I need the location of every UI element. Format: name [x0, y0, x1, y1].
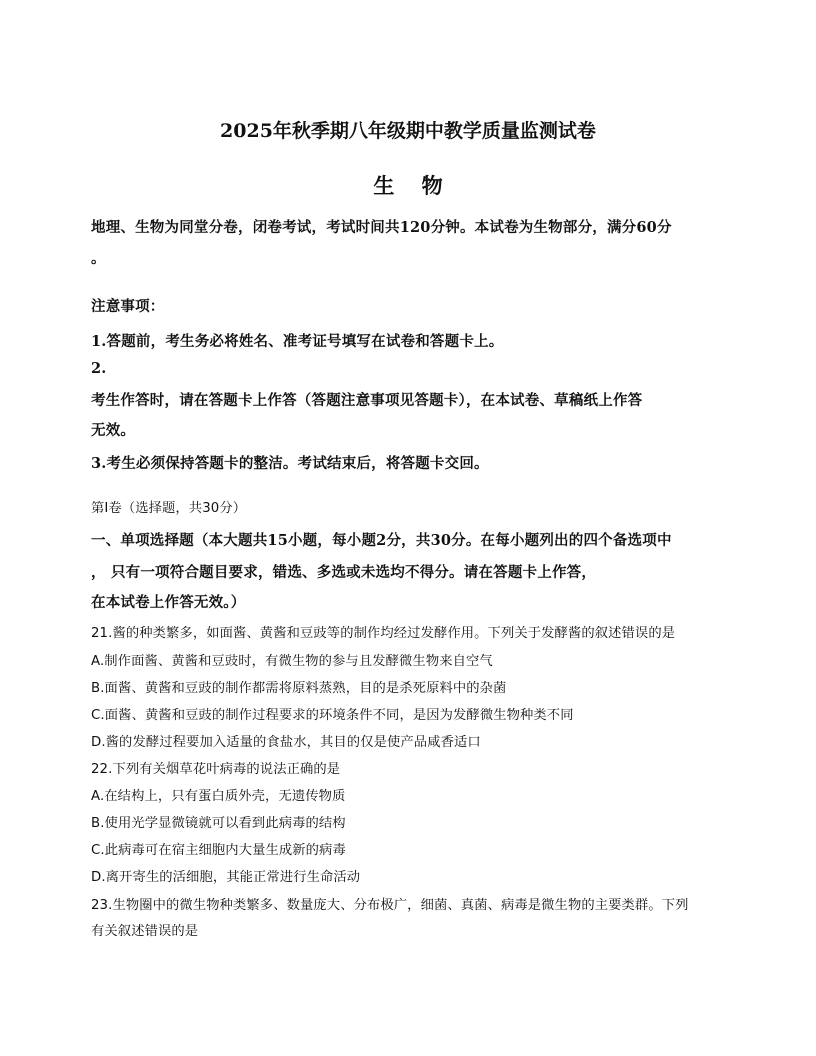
question-22-option-c: C.此病毒可在宿主细胞内大量生成新的病毒	[91, 843, 346, 858]
section-1-line-3: 在本试卷上作答无效。）	[91, 594, 246, 611]
intro-line-1: 地理、生物为同堂分卷，闭卷考试，考试时间共120分钟。本试卷为生物部分，满分60分	[91, 219, 672, 236]
exam-title: 2025年秋季期八年级期中教学质量监测试卷	[220, 120, 596, 142]
section-1-line-2: ， 只有一项符合题目要求，错选、多选或未选均不得分。请在答题卡上作答，	[91, 564, 597, 581]
question-22-option-b: B.使用光学显微镜就可以看到此病毒的结构	[91, 816, 346, 831]
question-21-option-b: B.面酱、黄酱和豆豉的制作都需将原料蒸熟，目的是杀死原料中的杂菌	[91, 681, 507, 696]
notes-heading: 注意事项：	[91, 298, 165, 315]
subject-title: 生 物	[373, 173, 453, 198]
section-1-line-1: 一、单项选择题（本大题共15小题，每小题2分，共30分。在每小题列出的四个备选项中	[91, 532, 672, 549]
question-21-option-c: C.面酱、黄酱和豆豉的制作过程要求的环境条件不同，是因为发酵微生物种类不同	[91, 708, 574, 723]
question-22-option-d: D.离开寄生的活细胞，其能正常进行生命活动	[91, 870, 361, 885]
question-23-stem-line-1: 23.生物圈中的微生物种类繁多、数量庞大、分布极广，细菌、真菌、病毒是微生物的主要类群。下列	[91, 898, 689, 913]
note-2-line-1: 考生作答时，请在答题卡上作答（答题注意事项见答题卡），在本试卷、草稿纸上作答	[91, 392, 643, 409]
note-1: 1.答题前，考生务必将姓名、准考证号填写在试卷和答题卡上。	[91, 333, 504, 350]
question-21-stem: 21.酱的种类繁多，如面酱、黄酱和豆豉等的制作均经过发酵作用。下列关于发酵酱的叙述错误的是	[91, 626, 676, 641]
question-21-option-d: D.酱的发酵过程要加入适量的食盐水，其目的仅是使产品咸香适口	[91, 735, 481, 750]
note-2-number: 2.	[91, 360, 107, 377]
question-22-stem: 22.下列有关烟草花叶病毒的说法正确的是	[91, 762, 341, 777]
intro-line-2: 。	[91, 250, 106, 267]
note-3: 3.考生必须保持答题卡的整洁。考试结束后，将答题卡交回。	[91, 455, 489, 472]
volume-label: 第Ⅰ卷（选择题，共30分）	[91, 501, 247, 516]
question-21-option-a: A.制作面酱、黄酱和豆豉时，有微生物的参与且发酵微生物来自空气	[91, 654, 493, 669]
question-23-stem-line-2: 有关叙述错误的是	[91, 924, 199, 939]
question-22-option-a: A.在结构上，只有蛋白质外壳，无遗传物质	[91, 789, 346, 804]
note-2-line-2: 无效。	[91, 422, 136, 439]
